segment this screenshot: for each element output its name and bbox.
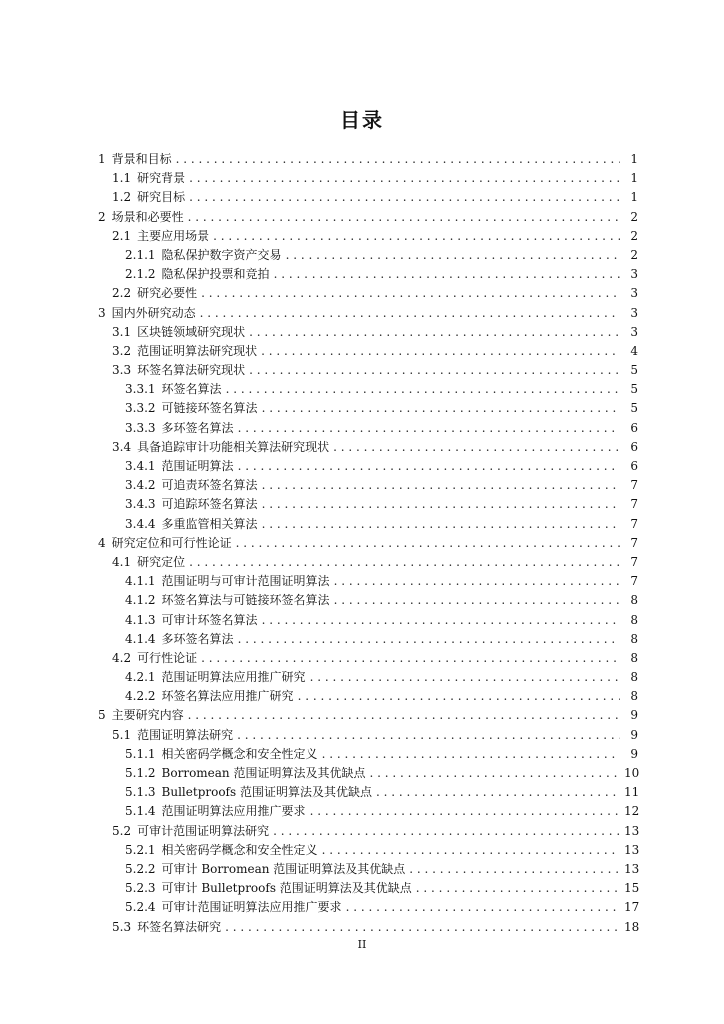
toc-entry-title: 环签名算法 [161,382,222,397]
toc-entry-number: 1.2 [112,190,132,205]
toc-entry [98,822,638,841]
toc-dot-leader [249,361,620,380]
toc-entry-page: 13 [624,861,640,876]
toc-entry-title: 背景和目标 [111,152,172,166]
toc-dot-leader [213,227,620,246]
toc-entry [98,188,638,207]
toc-entry [98,265,638,284]
toc-entry-page: 9 [630,746,638,761]
toc-entry [98,687,638,706]
toc-dot-leader [189,553,620,572]
toc-entry-title: 研究背景 [137,171,186,186]
toc-entry-number: 3.3.1 [125,382,156,397]
toc-entry-number: 5.3 [112,919,132,934]
toc-entry-title: 研究定位 [137,554,186,569]
toc-entry-page: 12 [624,804,640,819]
toc-entry-page: 13 [624,842,640,857]
toc-entry-page: 3 [630,286,638,301]
toc-dot-leader [262,611,620,630]
toc-entry [98,918,638,937]
toc-entry [98,802,638,821]
toc-dot-leader [200,304,620,323]
toc-entry-number: 3.3.3 [125,420,156,435]
table-of-contents [98,150,638,937]
toc-entry-title: 可审计范围证明算法应用推广要求 [161,900,342,915]
toc-entry [98,649,638,668]
toc-entry-number: 3.4.2 [125,478,156,493]
toc-dot-leader [416,879,620,898]
toc-entry-number: 2.1.1 [125,247,156,262]
toc-entry-number: 5.1.4 [125,804,156,819]
toc-entry-page: 9 [630,727,638,742]
toc-entry-number: 2.2 [112,286,132,301]
toc-entry-page: 6 [630,439,638,454]
toc-dot-leader [188,208,620,227]
toc-dot-leader [298,687,620,706]
toc-entry [98,706,638,725]
toc-dot-leader [238,630,620,649]
toc-entry [98,399,638,418]
toc-entry [98,361,638,380]
toc-entry-number: 1.1 [112,171,132,186]
toc-entry-title: 范围证明算法研究现状 [137,343,258,358]
toc-entry [98,380,638,399]
toc-entry [98,438,638,457]
toc-entry [98,898,638,917]
toc-entry-title: 可审计 Bulletproofs 范围证明算法及其优缺点 [161,881,412,896]
toc-entry [98,284,638,303]
toc-entry-page: 5 [630,401,638,416]
toc-entry-title: 环签名算法与可链接环签名算法 [161,593,330,608]
toc-entry-title: 环签名算法应用推广研究 [161,689,294,704]
toc-entry [98,611,638,630]
toc-entry-number: 3.2 [112,343,132,358]
toc-entry-page: 2 [630,228,638,243]
toc-entry [98,726,638,745]
toc-entry [98,572,638,591]
toc-entry-number: 5.1 [112,727,132,742]
toc-entry-page: 11 [624,785,640,800]
toc-entry-page: 8 [630,593,638,608]
toc-entry [98,457,638,476]
toc-entry-title: 可追责环签名算法 [161,478,258,493]
toc-entry-number: 3.4.1 [125,459,156,473]
toc-entry-title: 可审计 Borromean 范围证明算法及其优缺点 [161,861,406,876]
toc-entry-number: 2 [98,209,106,224]
toc-dot-leader [189,169,620,188]
toc-entry-page: 13 [624,823,640,838]
toc-entry [98,169,638,188]
toc-entry-page: 8 [630,650,638,665]
toc-entry-page: 3 [630,324,638,339]
toc-entry-title: 范围证明算法 [161,459,234,473]
toc-dot-leader [238,419,620,438]
toc-entry [98,246,638,265]
toc-entry-title: 隐私保护数字资产交易 [161,247,282,262]
toc-entry [98,534,638,553]
toc-entry-page: 15 [624,881,640,896]
toc-dot-leader [333,438,620,457]
toc-entry-page: 1 [630,190,638,205]
toc-dot-leader [201,284,620,303]
toc-entry-title: 主要应用场景 [137,228,210,243]
toc-entry-title: 可行性论证 [137,650,198,665]
toc-entry-page: 7 [630,554,638,569]
toc-entry-page: 17 [624,900,640,915]
toc-dot-leader [261,342,620,361]
toc-entry-title: Bulletproofs 范围证明算法及其优缺点 [161,785,372,800]
toc-dot-leader [201,649,620,668]
toc-entry-page: 3 [630,267,638,282]
toc-entry-page: 3 [630,305,638,320]
toc-entry-title: 范围证明算法应用推广要求 [161,804,306,819]
toc-entry-number: 3.4.4 [125,516,156,531]
toc-entry-number: 4 [98,535,106,550]
toc-entry-title: 多环签名算法 [161,631,234,646]
toc-entry-page: 8 [630,631,638,646]
toc-entry-title: 主要研究内容 [111,708,184,723]
toc-entry-page: 5 [630,382,638,397]
toc-entry [98,323,638,342]
toc-dot-leader [262,399,620,418]
toc-entry-title: 范围证明算法应用推广研究 [161,670,306,685]
toc-entry-title: 研究定位和可行性论证 [111,535,232,550]
toc-dot-leader [273,822,620,841]
toc-entry-title: 场景和必要性 [111,209,184,224]
toc-entry [98,783,638,802]
toc-dot-leader [226,380,620,399]
toc-entry-page: 6 [630,420,638,435]
toc-entry-number: 4.1.2 [125,593,156,608]
toc-entry-number: 3.3.2 [125,401,156,416]
toc-entry-number: 4.2.1 [125,670,156,685]
toc-entry-title: 可链接环签名算法 [161,401,258,416]
toc-entry-number: 5 [98,708,106,723]
toc-entry [98,553,638,572]
toc-entry-title: 可审计范围证明算法研究 [137,823,270,838]
toc-entry [98,342,638,361]
toc-entry-title: 环签名算法研究 [137,919,222,934]
toc-entry-page: 9 [630,708,638,723]
toc-entry [98,879,638,898]
toc-dot-leader [262,495,620,514]
toc-entry-page: 18 [624,919,640,934]
toc-entry-title: 相关密码学概念和安全性定义 [161,746,318,761]
toc-dot-leader [188,706,620,725]
toc-entry-title: 可追踪环签名算法 [161,497,258,512]
toc-dot-leader [262,515,620,534]
toc-entry [98,227,638,246]
toc-dot-leader [237,726,620,745]
toc-dot-leader [334,572,620,591]
toc-entry-number: 1 [98,152,106,166]
toc-entry-number: 5.1.1 [125,746,156,761]
toc-entry-number: 5.2.4 [125,900,156,915]
toc-dot-leader [189,188,620,207]
toc-dot-leader [334,591,620,610]
toc-entry-title: 可审计环签名算法 [161,612,258,627]
toc-entry-number: 2.1.2 [125,267,156,282]
toc-entry-number: 3 [98,305,106,320]
toc-entry-page: 2 [630,247,638,262]
toc-entry-number: 5.2.3 [125,881,156,896]
toc-entry-page: 7 [630,574,638,589]
toc-entry-number: 4.2 [112,650,132,665]
toc-entry-title: 国内外研究动态 [111,305,196,320]
toc-dot-leader [274,265,620,284]
toc-entry-page: 1 [630,152,638,166]
toc-entry [98,764,638,783]
toc-entry-page: 7 [630,535,638,550]
toc-entry [98,419,638,438]
toc-entry-title: Borromean 范围证明算法及其优缺点 [161,766,366,780]
toc-dot-leader [369,764,620,783]
toc-entry [98,630,638,649]
toc-entry-page: 8 [630,670,638,685]
toc-dot-leader [249,323,620,342]
toc-entry-number: 4.1.1 [125,574,156,589]
toc-entry-page: 5 [630,363,638,378]
toc-entry-page: 7 [630,478,638,493]
toc-dot-leader [225,918,620,937]
toc-entry-title: 具备追踪审计功能相关算法研究现状 [137,439,330,454]
toc-entry-page: 8 [630,612,638,627]
toc-dot-leader [322,841,620,860]
toc-dot-leader [262,476,620,495]
toc-entry-number: 3.1 [112,324,132,339]
toc-entry-number: 3.4 [112,439,132,454]
toc-entry-title: 多重监管相关算法 [161,516,258,531]
page-title: 目录 [340,108,384,132]
toc-dot-leader [236,534,620,553]
toc-dot-leader [310,668,620,687]
toc-entry [98,841,638,860]
toc-entry-number: 5.1.2 [125,766,156,780]
toc-entry-title: 隐私保护投票和竞拍 [161,267,270,282]
toc-entry [98,515,638,534]
toc-entry [98,304,638,323]
toc-entry-number: 4.2.2 [125,689,156,704]
toc-entry-page: 1 [630,171,638,186]
toc-entry [98,476,638,495]
toc-entry-number: 2.1 [112,228,132,243]
toc-entry [98,745,638,764]
toc-entry-number: 4.1 [112,554,132,569]
toc-entry [98,860,638,879]
toc-dot-leader [310,802,620,821]
toc-dot-leader [376,783,620,802]
toc-dot-leader [322,745,620,764]
toc-entry-page: 2 [630,209,638,224]
toc-dot-leader [346,898,620,917]
toc-entry-page: 7 [630,516,638,531]
toc-entry-title: 范围证明与可审计范围证明算法 [161,574,330,589]
toc-entry-number: 4.1.3 [125,612,156,627]
toc-entry-number: 4.1.4 [125,631,156,646]
toc-entry-title: 研究必要性 [137,286,198,301]
toc-entry-page: 8 [630,689,638,704]
toc-entry-title: 多环签名算法 [161,420,234,435]
toc-entry-title: 相关密码学概念和安全性定义 [161,842,318,857]
toc-entry [98,208,638,227]
toc-entry-number: 5.2 [112,823,132,838]
toc-entry-number: 5.2.2 [125,861,156,876]
toc-entry-title: 范围证明算法研究 [137,727,234,742]
toc-dot-leader [286,246,620,265]
page-number: II [357,938,367,951]
toc-entry-number: 5.1.3 [125,785,156,800]
toc-dot-leader [176,150,620,169]
toc-entry-title: 区块链领域研究现状 [137,324,246,339]
toc-entry [98,150,638,169]
toc-entry-title: 研究目标 [137,190,186,205]
toc-entry-page: 4 [630,343,638,358]
toc-entry-page: 7 [630,497,638,512]
toc-entry-page: 10 [624,766,640,780]
toc-entry [98,668,638,687]
toc-entry-page: 6 [630,459,638,473]
toc-entry-number: 3.3 [112,363,132,378]
toc-entry [98,591,638,610]
toc-entry [98,495,638,514]
toc-dot-leader [238,457,620,476]
toc-entry-title: 环签名算法研究现状 [137,363,246,378]
toc-entry-number: 5.2.1 [125,842,156,857]
toc-entry-number: 3.4.3 [125,497,156,512]
toc-dot-leader [409,860,620,879]
